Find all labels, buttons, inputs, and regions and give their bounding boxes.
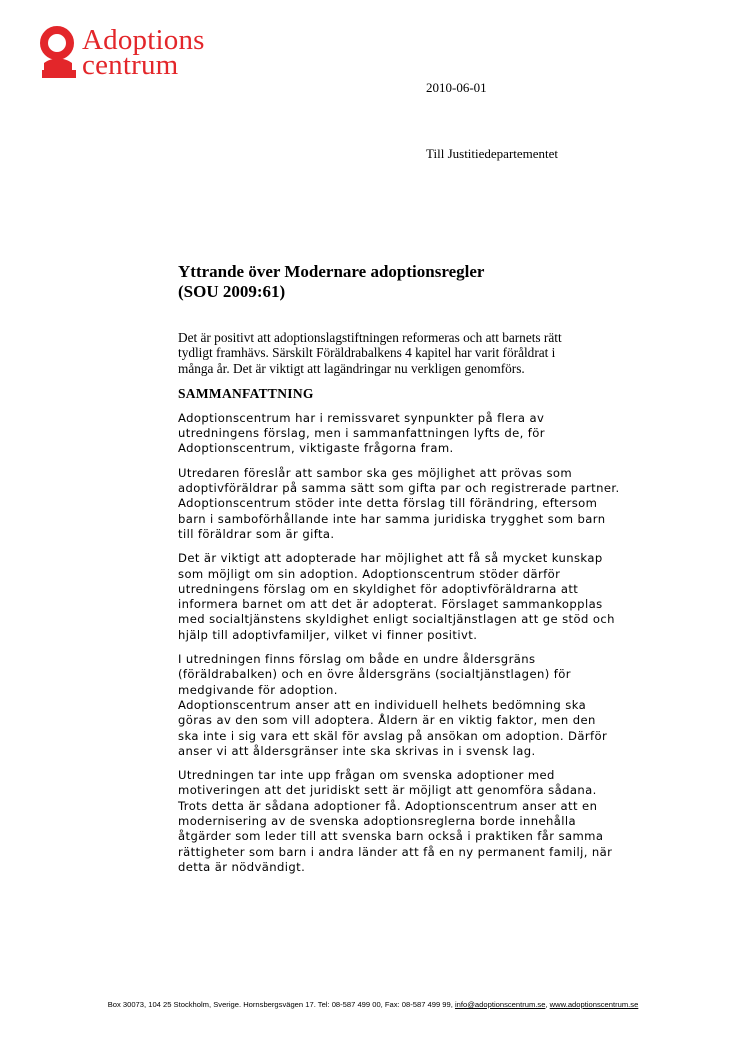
- text-line: Adoptionscentrum, viktigaste frågorna fram.: [178, 441, 454, 456]
- text-line: många år. Det är viktigt att lagändringar nu verkligen genomförs.: [178, 360, 525, 376]
- text-line: Utredningen tar inte upp frågan om svenska adoptioner med: [178, 768, 555, 783]
- logo-line-2: centrum: [82, 49, 179, 81]
- text-line: tydligt framhävs. Särskilt Föräldrabalkens 4 kapitel har varit föråldrat i: [178, 345, 556, 361]
- document-body: [178, 262, 648, 884]
- text-line: motiveringen att det juridiskt sett är möjligt att genomföra sådana.: [178, 783, 597, 798]
- text-line: Utredaren föreslår att sambor ska ges möjlighet att prövas som: [178, 465, 573, 480]
- text-line: informera barnet om att det är adopterat. Förslaget sammankopplas: [178, 597, 603, 612]
- logo-line-1: Adoptions: [82, 24, 205, 56]
- text-line: medgivande för adoption.: [178, 682, 338, 697]
- intro-paragraph: [178, 330, 648, 376]
- text-line: adoptivföräldrar på samma sätt som gifta par och registrerade partner.: [178, 481, 620, 496]
- title-line-1: Yttrande över Modernare adoptionsregler: [178, 262, 485, 281]
- text-line: ska inte i sig vara ett skäl för avslag på ansökan om adoption. Därför: [178, 728, 608, 743]
- summary-paragraph: [178, 768, 648, 875]
- footer-website-link[interactable]: www.adoptionscentrum.se: [549, 1000, 639, 1009]
- footer-email-link[interactable]: info@adoptionscentrum.se: [454, 1000, 546, 1009]
- text-line: Trots detta är sådana adoptioner få. Adoptionscentrum anser att en: [178, 798, 598, 813]
- summary-paragraph: [178, 551, 648, 643]
- footer-separator: ,: [545, 1000, 550, 1009]
- text-line: barn i samboförhållande inte har samma juridiska trygghet som barn: [178, 511, 606, 526]
- text-line: utredningens förslag om en skyldighet för adoptivföräldrarna att: [178, 581, 579, 596]
- text-line: detta är nödvändigt.: [178, 859, 306, 874]
- recipient: Till Justitiedepartementet: [426, 146, 559, 161]
- text-line: utredningens förslag, men i sammanfattningen lyfts de, för: [178, 426, 545, 441]
- text-line: Det är viktigt att adopterade har möjlighet att få så mycket kunskap: [178, 551, 603, 566]
- logo-wordmark: [82, 24, 205, 81]
- document-date: 2010-06-01: [426, 80, 487, 95]
- footer: [0, 1000, 746, 1009]
- text-line: hjälp till adoptivfamiljer, vilket vi finner positivt.: [178, 627, 478, 642]
- adoptionscentrum-logo-icon: [36, 26, 80, 80]
- document-title: [178, 262, 648, 302]
- logo: [36, 26, 236, 84]
- summary-paragraph: [178, 411, 648, 457]
- text-line: till föräldrar som är gifta.: [178, 526, 335, 541]
- text-line: göras av den som vill adoptera. Åldern är en viktig faktor, men den: [178, 713, 596, 728]
- text-line: I utredningen finns förslag om både en undre åldersgräns: [178, 652, 536, 667]
- text-line: modernisering av de svenska adoptionsreglerna borde innehålla: [178, 814, 576, 829]
- title-line-2: (SOU 2009:61): [178, 282, 286, 301]
- text-line: som möjligt om sin adoption. Adoptionscentrum stöder därför: [178, 566, 561, 581]
- text-line: rättigheter som barn i andra länder att få en ny permanent familj, när: [178, 844, 613, 859]
- text-line: Adoptionscentrum stöder inte detta förslag till förändring, eftersom: [178, 496, 598, 511]
- summary-heading: SAMMANFATTNING: [178, 385, 314, 401]
- text-line: med socialtjänstens skyldighet enligt socialtjänstlagen att ge stöd och: [178, 612, 615, 627]
- footer-address: Box 30073, 104 25 Stockholm, Sverige. Hornsbergsvägen 17. Tel: 08-587 499 00, Fax: 08-587 499 99,: [107, 1000, 455, 1009]
- text-line: åtgärder som leder till att svenska barn också i praktiken får samma: [178, 829, 604, 844]
- text-line: Adoptionscentrum har i remissvaret synpunkter på flera av: [178, 410, 545, 425]
- text-line: Adoptionscentrum anser att en individuell helhets bedömning ska: [178, 697, 587, 712]
- text-line: Det är positivt att adoptionslagstiftningen reformeras och att barnets rätt: [178, 330, 562, 345]
- text-line: (föräldrabalken) och en övre åldersgräns (socialtjänstlagen) för: [178, 667, 571, 682]
- summary-paragraph: [178, 466, 648, 542]
- text-line: anser vi att åldersgränser inte ska skrivas in i svensk lag.: [178, 743, 536, 758]
- summary-paragraph: [178, 652, 648, 759]
